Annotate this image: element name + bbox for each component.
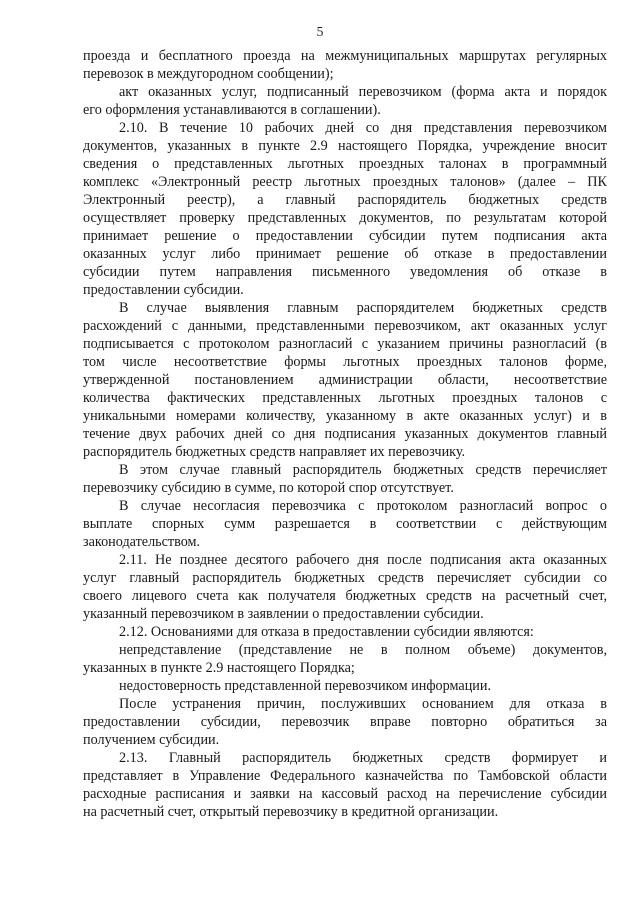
text-line: перевозок в междугородном сообщении); (83, 66, 334, 82)
text-line: указанных в пункте 2.9 настоящего Порядка; (83, 660, 355, 676)
text-line: выплате спорных сумм разрешается в соответствии с действующим (83, 516, 607, 532)
text-line: документов, указанных в пункте 2.9 настоящего Порядка, учреждение вносит (83, 138, 607, 154)
text-line: После устранения причин, послуживших основанием для отказа в (119, 696, 607, 712)
text-line: В этом случае главный распорядитель бюджетных средств перечисляет (119, 462, 607, 478)
text-line: утвержденной постановлением администрации области, несоответствие (83, 372, 607, 388)
page-number: 5 (316, 24, 324, 39)
text-line: 2.10. В течение 10 рабочих дней со дня представления перевозчиком (119, 120, 607, 136)
text-line: представляет в Управление Федерального казначейства по Тамбовской области (83, 768, 607, 784)
text-line: уникальными номерами количеству, указанному в акте оказанных услуг) и в (83, 408, 607, 424)
document-body (83, 47, 607, 821)
text-line: предоставлении субсидии. (83, 282, 244, 298)
text-line: расходные расписания и заявки на кассовый расход на перечисление субсидии (83, 786, 607, 802)
text-line: 2.13. Главный распорядитель бюджетных средств формирует и (119, 750, 607, 766)
text-line: его оформления устанавливаются в соглашении). (83, 102, 381, 118)
text-line: том числе несоответствие формы льготных проездных талонов форме, (83, 354, 607, 370)
text-line: непредставление (представление не в полном объеме) документов, (119, 642, 607, 658)
text-line: В случае выявления главным распорядителем бюджетных средств (119, 300, 607, 316)
text-line: 2.12. Основаниями для отказа в предоставлении субсидии являются: (119, 624, 534, 640)
text-line: на расчетный счет, открытый перевозчику в кредитной организации. (83, 804, 499, 820)
text-line: расхождений с данными, представленными перевозчиком, акт оказанных услуг (83, 318, 607, 334)
text-line: перевозчику субсидию в сумме, по которой спор отсутствует. (83, 480, 454, 496)
text-line: принимает решение о предоставлении субсидии путем подписания акта (83, 228, 607, 244)
text-line: В случае несогласия перевозчика с протоколом разногласий вопрос о (119, 498, 607, 514)
text-line: оказанных услуг либо принимает решение об отказе в предоставлении (83, 246, 607, 262)
text-line: недостоверность представленной перевозчиком информации. (119, 678, 492, 694)
text-line: распорядитель бюджетных средств направляет их перевозчику. (83, 444, 466, 460)
text-line: количества фактических представленных льготных проездных талонов с (83, 390, 607, 406)
text-line: своего лицевого счета как получателя бюджетных средств на расчетный счет, (83, 588, 607, 604)
text-line: осуществляет проверку представленных документов, по результатам которой (83, 210, 607, 226)
text-line: сведения о представленных льготных проездных талонах в программный (83, 156, 607, 172)
text-line: законодательством. (83, 534, 201, 550)
text-line: течение двух рабочих дней со дня подписания указанных документов главный (83, 426, 607, 442)
text-line: указанный перевозчиком в заявлении о предоставлении субсидии. (83, 606, 484, 622)
text-line: Электронный реестр), а главный распорядитель бюджетных средств (83, 192, 607, 208)
text-line: комплекс «Электронный реестр льготных проездных талонов» (далее – ПК (83, 174, 607, 190)
text-line: субсидии путем направления письменного уведомления об отказе в (83, 264, 607, 280)
text-line: подписывается с протоколом разногласий с указанием причины разногласий (в (83, 336, 607, 352)
text-line: получением субсидии. (83, 732, 220, 748)
text-line: 2.11. Не позднее десятого рабочего дня после подписания акта оказанных (119, 552, 607, 568)
text-line: проезда и бесплатного проезда на межмуниципальных маршрутах регулярных (83, 48, 607, 64)
text-line: предоставлении субсидии, перевозчик вправе повторно обратиться за (83, 714, 607, 730)
text-line: акт оказанных услуг, подписанный перевозчиком (форма акта и порядок (119, 84, 607, 100)
text-line: услуг главный распорядитель бюджетных средств перечисляет субсидии со (83, 570, 607, 586)
